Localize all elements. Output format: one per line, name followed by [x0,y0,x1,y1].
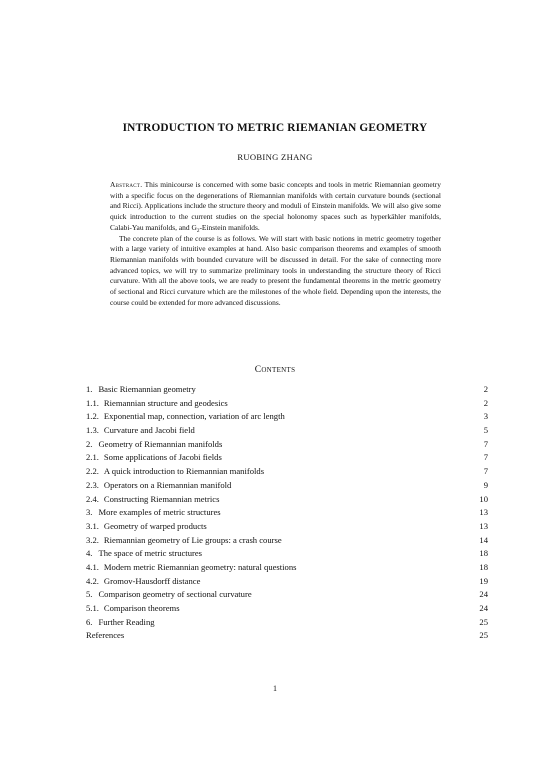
toc-entry-page: 24 [479,603,488,613]
paper-title: INTRODUCTION TO METRIC RIEMANIAN GEOMETRY [122,122,428,134]
toc-entry-title: Curvature and Jacobi field [103,425,195,436]
toc-entry[interactable] [86,424,488,438]
toc-entry[interactable] [86,547,488,561]
toc-entry-number: 5.1. [86,603,99,613]
toc-entry[interactable] [86,383,488,397]
toc-entry-page: 2 [483,384,488,394]
toc-entry-label [86,438,222,452]
toc-entry-number: 3. [86,507,93,518]
toc-entry[interactable] [86,397,488,411]
toc-entry-label [86,424,195,438]
toc-entry-title: Exponential map, connection, variation of arc length [103,411,285,422]
contents-heading: Contents [254,365,296,375]
toc-entry-number: 5. [86,589,93,600]
toc-entry-number: 1. [86,384,93,394]
toc-entry-page: 5 [483,425,488,436]
toc-entry[interactable] [86,410,488,424]
toc-entry-number: 1.1. [86,397,99,408]
toc-entry-title: More examples of metric structures [98,507,221,518]
toc-entry-number: 2.2. [86,466,99,477]
toc-entry-title: Further Reading [98,616,155,627]
abstract-heading: Abstract. [110,180,143,189]
toc-entry-number: 4. [86,548,93,559]
abstract-text-1b: -Einstein manifolds. [199,222,260,232]
toc-entry[interactable] [86,616,488,630]
toc-entry-label [86,629,124,643]
abstract-subscript: 2 [196,227,200,234]
toc-entry-number: 1.3. [86,425,99,436]
toc-entry-title: The space of metric structures [98,548,203,559]
toc-entry-label [86,547,202,561]
toc-entry-title: Gromov-Hausdorff distance [103,575,201,586]
toc-entry[interactable] [86,520,488,534]
toc-entry-page: 18 [479,561,488,572]
toc-entry[interactable] [86,629,488,643]
toc-entry-label [86,451,222,465]
toc-entry-page: 14 [479,534,488,545]
toc-entry-title: A quick introduction to Riemannian manifolds [103,466,265,477]
toc-entry-label [86,575,200,589]
toc-entry[interactable] [86,438,488,452]
toc-entry[interactable] [86,602,488,616]
toc-entry-number: 1.2. [86,411,99,422]
toc-entry-label [86,616,155,630]
toc-entry-number: 2. [86,438,93,449]
toc-entry[interactable] [86,465,488,479]
toc-entry-label [86,506,221,520]
toc-entry-label [86,588,252,602]
toc-entry[interactable] [86,588,488,602]
toc-entry-page: 7 [483,438,488,449]
toc-entry-label [86,602,180,616]
toc-entry-label [86,493,219,507]
toc-entry-title: References [86,630,125,641]
toc-entry-page: 25 [479,630,488,641]
toc-entry-page: 18 [479,548,488,559]
abstract [110,180,441,308]
toc-entry-number: 2.3. [86,479,99,490]
toc-entry-label [86,410,285,424]
toc-entry-page: 25 [479,616,488,627]
toc-entry[interactable] [86,451,488,465]
table-of-contents [86,383,488,643]
toc-entry-number: 2.1. [86,452,99,463]
toc-entry-label [86,383,196,397]
toc-entry-label [86,534,282,548]
toc-entry-page: 2 [483,397,488,408]
toc-entry-page: 13 [479,520,488,531]
toc-entry-label [86,561,296,575]
toc-entry[interactable] [86,534,488,548]
toc-entry[interactable] [86,479,488,493]
toc-entry[interactable] [86,493,488,507]
toc-entry-number: 4.1. [86,561,99,572]
toc-entry-title: Some applications of Jacobi fields [103,452,222,463]
toc-entry-number: 4.2. [86,575,99,586]
toc-entry-number: 6. [86,616,93,627]
toc-entry-title: Operators on a Riemannian manifold [103,479,232,490]
toc-entry-page: 24 [479,589,488,600]
toc-entry-title: Comparison theorems [103,603,180,613]
toc-entry-title: Riemannian structure and geodesics [103,397,228,408]
toc-entry-page: 7 [483,466,488,477]
toc-entry[interactable] [86,506,488,520]
toc-entry-title: Constructing Riemannian metrics [103,493,220,504]
toc-entry-label [86,479,231,493]
toc-entry-title: Basic Riemannian geometry [98,384,196,394]
toc-entry-title: Modern metric Riemannian geometry: natural questions [103,561,297,572]
abstract-paragraph-1 [110,180,441,234]
toc-entry-page: 10 [479,493,488,504]
author-name: RUOBING ZHANG [237,152,313,162]
toc-entry-page: 13 [479,507,488,518]
toc-entry-title: Geometry of warped products [103,520,207,531]
toc-entry-number: 2.4. [86,493,99,504]
toc-entry-number: 3.1. [86,520,99,531]
toc-entry-label [86,397,228,411]
toc-entry-page: 7 [483,452,488,463]
toc-entry-label [86,520,207,534]
toc-entry-number: 3.2. [86,534,99,545]
abstract-paragraph-2: The concrete plan of the course is as follows. We will start with basic notions in metric geometry together with a large variety of intuitive examples at hand. Also basic comparison theorems and examples of smooth Riemannian manifolds with bounded curvature will be discussed in detail. For the sake of connecting more advanced topics, we will try to summarize preliminary tools in understanding the structure theory of Ricci curvature. With all the above tools, we are ready to present the fundamental theorems in the metric geometry of sectional and Ricci curvature which are the milestones of the whole field. Depending upon the interests, the course could be extended for more advanced discussions. [110,233,441,307]
abstract-text-1a: This minicourse is concerned with some basic concepts and tools in metric Riemannian geometry with a specific focus on the degenerations of Riemannian manifolds with certain curvature bounds (sectional and Ricci). Applications include the structure theory and moduli of Einstein manifolds. We will also give some quick introduction to the current studies on the special holonomy spaces such as hyperkähler manifolds, Calabi-Yau manifolds, and G [110,180,441,232]
toc-entry-page: 19 [479,575,488,586]
toc-entry[interactable] [86,575,488,589]
toc-entry-page: 9 [483,479,488,490]
toc-entry[interactable] [86,561,488,575]
toc-entry-title: Comparison geometry of sectional curvature [98,589,252,600]
toc-entry-label [86,465,264,479]
toc-entry-title: Geometry of Riemannian manifolds [98,438,223,449]
page-number: 1 [273,684,277,693]
toc-entry-page: 3 [483,411,488,422]
toc-entry-title: Riemannian geometry of Lie groups: a crash course [103,534,282,545]
